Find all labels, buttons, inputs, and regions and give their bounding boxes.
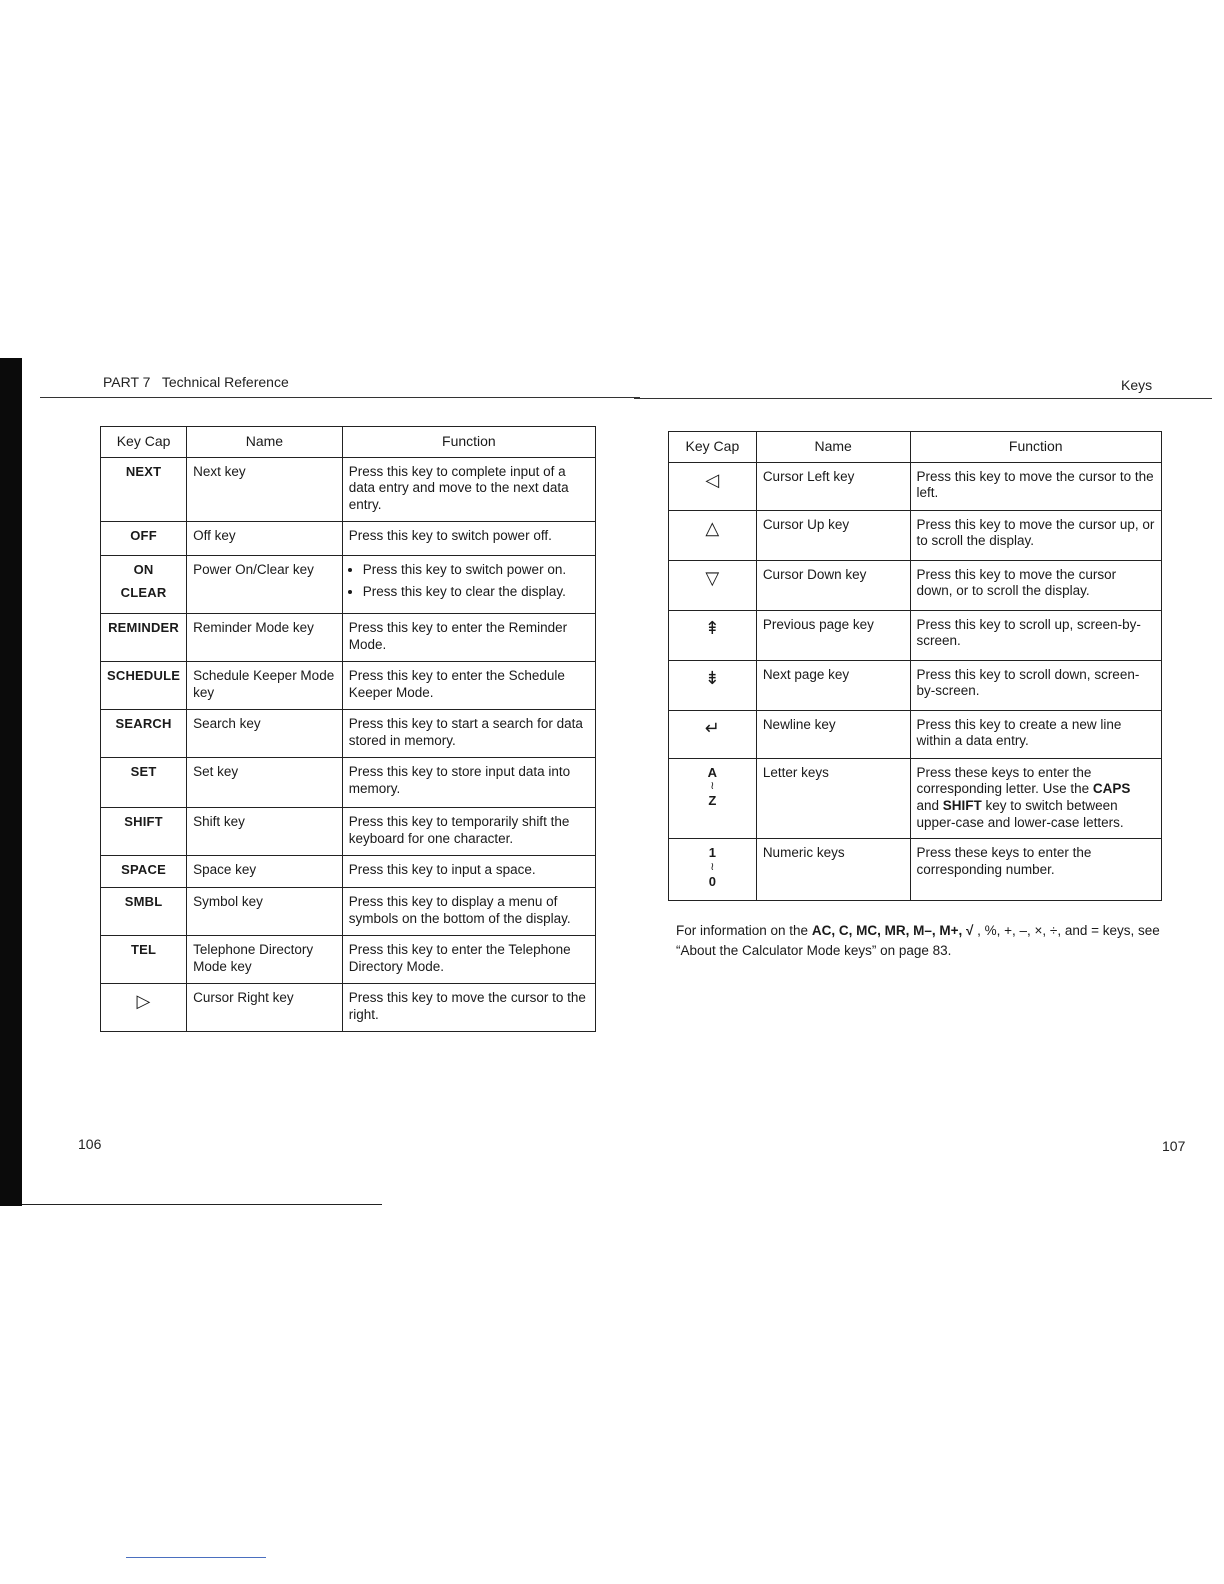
key-name: Cursor Right key (187, 984, 343, 1032)
note-key-list: AC, C, MC, MR, M–, M+, √ (811, 923, 974, 938)
key-function: Press this key to enter the Reminder Mode. (342, 614, 595, 662)
key-function: Press this key to switch power off. (342, 521, 595, 555)
table-row (101, 555, 596, 614)
book-spine-shadow (0, 358, 22, 1206)
key-cap-symbol: ▷ (136, 991, 151, 1012)
key-function: Press this key to scroll up, screen-by-screen. (910, 610, 1162, 660)
key-name: Telephone Directory Mode key (187, 936, 343, 984)
table-row (669, 758, 1162, 839)
note-text: For information on the (676, 923, 812, 938)
table-row (669, 610, 1162, 660)
key-cap (669, 758, 757, 839)
right-header-rule (634, 398, 1212, 399)
key-cap-line: Z (708, 793, 717, 809)
key-name: Reminder Mode key (187, 614, 343, 662)
key-function: Press this key to move the cursor to the right. (342, 984, 595, 1032)
table-row (101, 710, 596, 758)
key-cap-symbol: ⇟ (704, 667, 721, 688)
key-name: Cursor Left key (756, 462, 910, 510)
key-name: Numeric keys (756, 839, 910, 901)
key-function: Press this key to input a space. (342, 856, 595, 888)
key-name: Letter keys (756, 758, 910, 839)
key-cap-line: 1 (708, 845, 717, 860)
cursor-left-icon (669, 462, 757, 510)
table-header-row (101, 427, 596, 458)
column-header: Function (342, 427, 595, 458)
key-name: Shift key (187, 808, 343, 856)
key-cap: SHIFT (101, 808, 187, 856)
key-cap-range-mark: ≀ (710, 860, 715, 873)
table-row (101, 936, 596, 984)
key-name: Next key (187, 457, 343, 521)
table-row (669, 710, 1162, 758)
table-row (669, 560, 1162, 610)
key-cap-line: CLEAR (120, 585, 167, 601)
table-row (101, 662, 596, 710)
cursor-up-icon (669, 510, 757, 560)
function-bullet: • Press this key to clear the display. (363, 584, 589, 601)
key-cap (101, 555, 187, 614)
table-row (101, 984, 596, 1032)
previous-page-icon (669, 610, 757, 660)
key-function: Press this key to enter the Telephone Directory Mode. (342, 936, 595, 984)
table-row (101, 888, 596, 936)
right-page-header: Keys (1121, 377, 1153, 393)
key-name: Set key (187, 758, 343, 808)
key-cap-range-mark: ≀ (710, 780, 715, 793)
column-header: Name (756, 432, 910, 463)
calculator-keys-note (676, 921, 1176, 960)
key-cap-symbol: ▽ (705, 567, 720, 588)
key-name: Symbol key (187, 888, 343, 936)
key-function: Press this key to display a menu of symbols on the bottom of the display. (342, 888, 595, 936)
key-cap: SEARCH (101, 710, 187, 758)
key-cap: SMBL (101, 888, 187, 936)
key-cap: SET (101, 758, 187, 808)
key-name: Power On/Clear key (187, 555, 343, 614)
column-header: Name (187, 427, 343, 458)
table-row (101, 614, 596, 662)
column-header: Function (910, 432, 1162, 463)
table-row (101, 856, 596, 888)
key-cap-symbol: △ (705, 517, 720, 538)
key-name: Search key (187, 710, 343, 758)
key-cap: REMINDER (101, 614, 187, 662)
function-text: Press these keys to enter the corresponding letter. Use the (916, 764, 1093, 797)
function-bullet: • Press this key to switch power on. (363, 562, 589, 579)
key-function: Press this key to move the cursor down, or to scroll the display. (910, 560, 1162, 610)
left-header-rule (40, 397, 640, 398)
key-function: Press this key to store input data into memory. (342, 758, 595, 808)
shift-key-label: SHIFT (942, 798, 982, 814)
table-row (669, 660, 1162, 710)
footer-link-underline (126, 1557, 266, 1558)
left-page-header: PART 7 Technical Reference (103, 374, 289, 390)
table-row (669, 839, 1162, 901)
key-cap-line: A (707, 764, 718, 780)
left-page-number: 106 (78, 1136, 102, 1152)
cursor-down-icon (669, 560, 757, 610)
key-function (342, 555, 595, 614)
key-cap: OFF (101, 521, 187, 555)
key-cap-symbol: ◁ (705, 469, 720, 490)
key-cap-line: 0 (708, 873, 717, 889)
note-text: , %, +, –, ×, ÷, and = keys, see “About the Calculator Mode keys” on page 83. (676, 923, 1160, 958)
table-row (669, 462, 1162, 510)
right-key-table (668, 431, 1162, 901)
key-name: Cursor Down key (756, 560, 910, 610)
left-key-table (100, 426, 596, 1032)
key-name: Schedule Keeper Mode key (187, 662, 343, 710)
table-row (101, 758, 596, 808)
key-function: Press this key to create a new line within a data entry. (910, 710, 1162, 758)
table-row (101, 808, 596, 856)
key-name: Previous page key (756, 610, 910, 660)
key-cap: NEXT (101, 457, 187, 521)
table-row (101, 457, 596, 521)
key-name: Next page key (756, 660, 910, 710)
right-page-number: 107 (1162, 1138, 1186, 1154)
key-function: Press this key to temporarily shift the keyboard for one character. (342, 808, 595, 856)
key-name: Off key (187, 521, 343, 555)
function-text: key to switch between upper-case and lower-case letters. (916, 798, 1124, 831)
caps-key-label: CAPS (1092, 781, 1131, 797)
key-function: Press this key to move the cursor up, or to scroll the display. (910, 510, 1162, 560)
key-cap: SCHEDULE (101, 662, 187, 710)
key-cap (669, 839, 757, 901)
column-header: Key Cap (669, 432, 757, 463)
key-function: Press this key to complete input of a data entry and move to the next data entry. (342, 457, 595, 521)
key-function: Press this key to scroll down, screen-by-screen. (910, 660, 1162, 710)
key-function: Press this key to move the cursor to the left. (910, 462, 1162, 510)
table-row (101, 521, 596, 555)
key-name: Space key (187, 856, 343, 888)
column-header: Key Cap (101, 427, 187, 458)
table-row (669, 510, 1162, 560)
key-function: Press these keys to enter the corresponding number. (910, 839, 1162, 901)
key-function (910, 758, 1162, 839)
key-name: Newline key (756, 710, 910, 758)
key-cap-symbol: ⇞ (704, 617, 721, 638)
key-function: Press this key to enter the Schedule Keeper Mode. (342, 662, 595, 710)
key-name: Cursor Up key (756, 510, 910, 560)
key-cap: TEL (101, 936, 187, 984)
next-page-icon (669, 660, 757, 710)
key-cap: SPACE (101, 856, 187, 888)
left-bottom-rule (22, 1204, 382, 1205)
cursor-right-icon (101, 984, 187, 1032)
newline-icon (669, 710, 757, 758)
key-cap-line: ON (133, 561, 154, 577)
key-function: Press this key to start a search for data stored in memory. (342, 710, 595, 758)
function-text: and (916, 798, 943, 814)
key-cap-symbol: ↵ (704, 717, 721, 738)
table-header-row (669, 432, 1162, 463)
